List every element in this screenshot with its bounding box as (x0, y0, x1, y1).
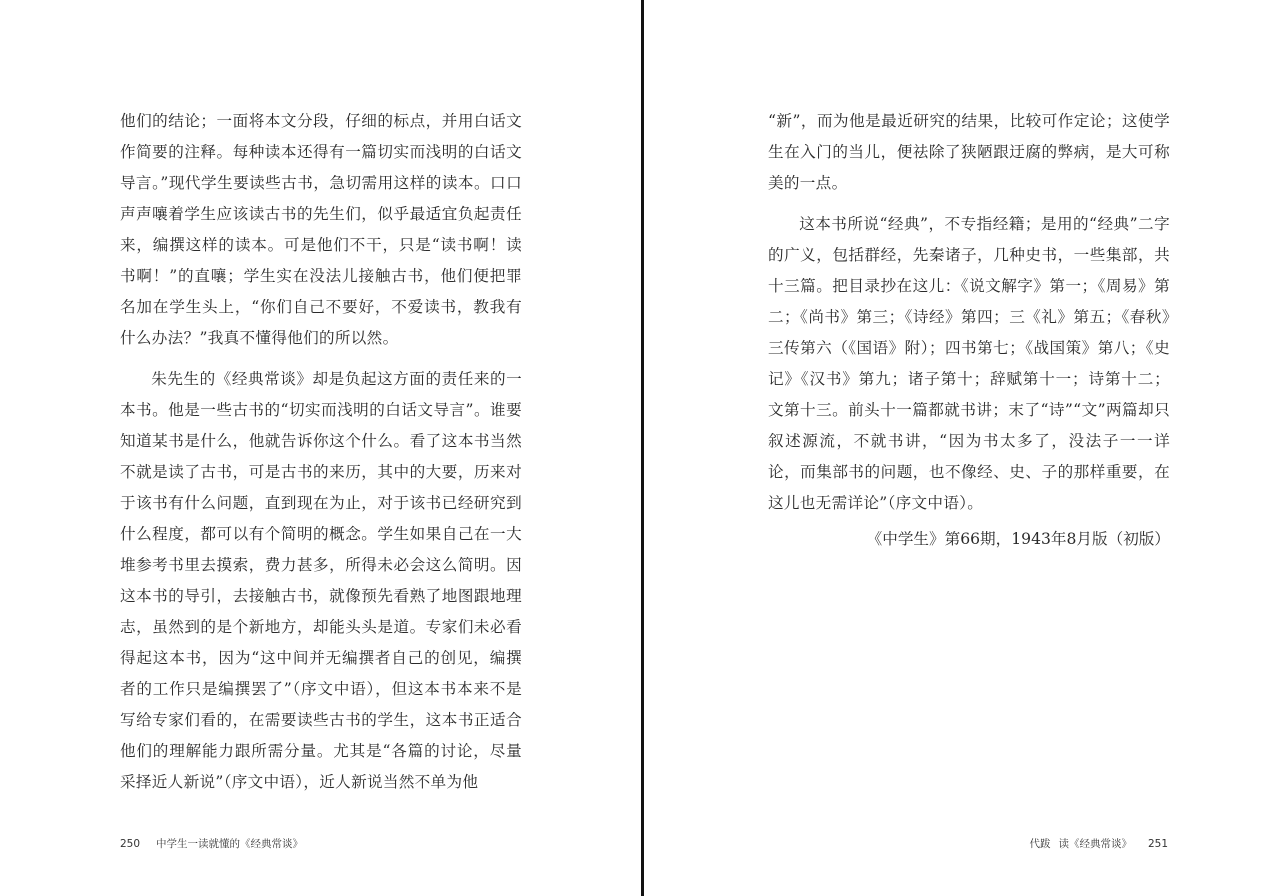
left-page-number: 250 (120, 838, 141, 850)
right-section-label: 代跋 (1029, 838, 1051, 850)
right-paragraph-1: “新”，而为他是最近研究的结果，比较可作定论；这使学生在入门的当儿，便祛除了狭陋跟迂腐的弊病，是大可称美的一点。 (768, 112, 1170, 192)
left-running-title: 中学生一读就懂的《经典常谈》 (156, 838, 304, 850)
left-paragraph-1: 他们的结论；一面将本文分段，仔细的标点，并用白话文作简要的注释。每种读本还得有一篇切实而浅明的白话文导言。”现代学生要读些古书，急切需用这样的读本。口口声声嚷着学生应该读古书的先生们，似乎最适宜负起责任来，编撰这样的读本。可是他们不干，只是“读书啊！读书啊！”的直嚷；学生实在没法儿接触古书，他们便把罪名加在学生头上，“你们自己不要好，不爱读书，教我有什么办法？”我真不懂得他们的所以然。 (120, 112, 522, 347)
book-gutter (641, 0, 644, 896)
source-note: 《中学生》第66期，1943年8月版（初版） (866, 530, 1170, 548)
left-page-footer (120, 836, 303, 852)
right-paragraph-2: 这本书所说“经典”，不专指经籍；是用的“经典”二字的广义，包括群经，先秦诸子，几种史书，一些集部，共十三篇。把目录抄在这儿：《说文解字》第一；《周易》第二；《尚书》第三；《诗经》第四；三《礼》第五；《春秋》三传第六（《国语》附）；四书第七；《战国策》第八；《史记》《汉书》第九；诸子第十；辞赋第十一；诗第十二；文第十三。前头十一篇都就书讲；末了“诗”“文”两篇却只叙述源流，不就书讲，“因为书太多了，没法子一一详论，而集部书的问题，也不像经、史、子的那样重要，在这儿也无需详论”（序文中语）。 (768, 215, 1170, 512)
left-page-body (120, 106, 522, 798)
right-page-body (768, 106, 1170, 519)
left-paragraph-2: 朱先生的《经典常谈》却是负起这方面的责任来的一本书。他是一些古书的“切实而浅明的白话文导言”。谁要知道某书是什么，他就告诉你这个什么。看了这本书当然不就是读了古书，可是古书的来历，其中的大要，历来对于该书有什么问题，直到现在为止，对于该书已经研究到什么程度，都可以有个简明的概念。学生如果自己在一大堆参考书里去摸索，费力甚多，所得未必会这么简明。因这本书的导引，去接触古书，就像预先看熟了地图跟地理志，虽然到的是个新地方，却能头头是道。专家们未必看得起这本书，因为“这中间并无编撰者自己的创见，编撰者的工作只是编撰罢了”（序文中语），但这本书本来不是写给专家们看的，在需要读些古书的学生，这本书正适合他们的理解能力跟所需分量。尤其是“各篇的讨论，尽量采择近人新说”（序文中语），近人新说当然不单为他 (120, 370, 522, 791)
right-page-footer (1029, 836, 1168, 852)
right-page-number: 251 (1147, 838, 1168, 850)
right-running-title: 读《经典常谈》 (1058, 838, 1132, 850)
